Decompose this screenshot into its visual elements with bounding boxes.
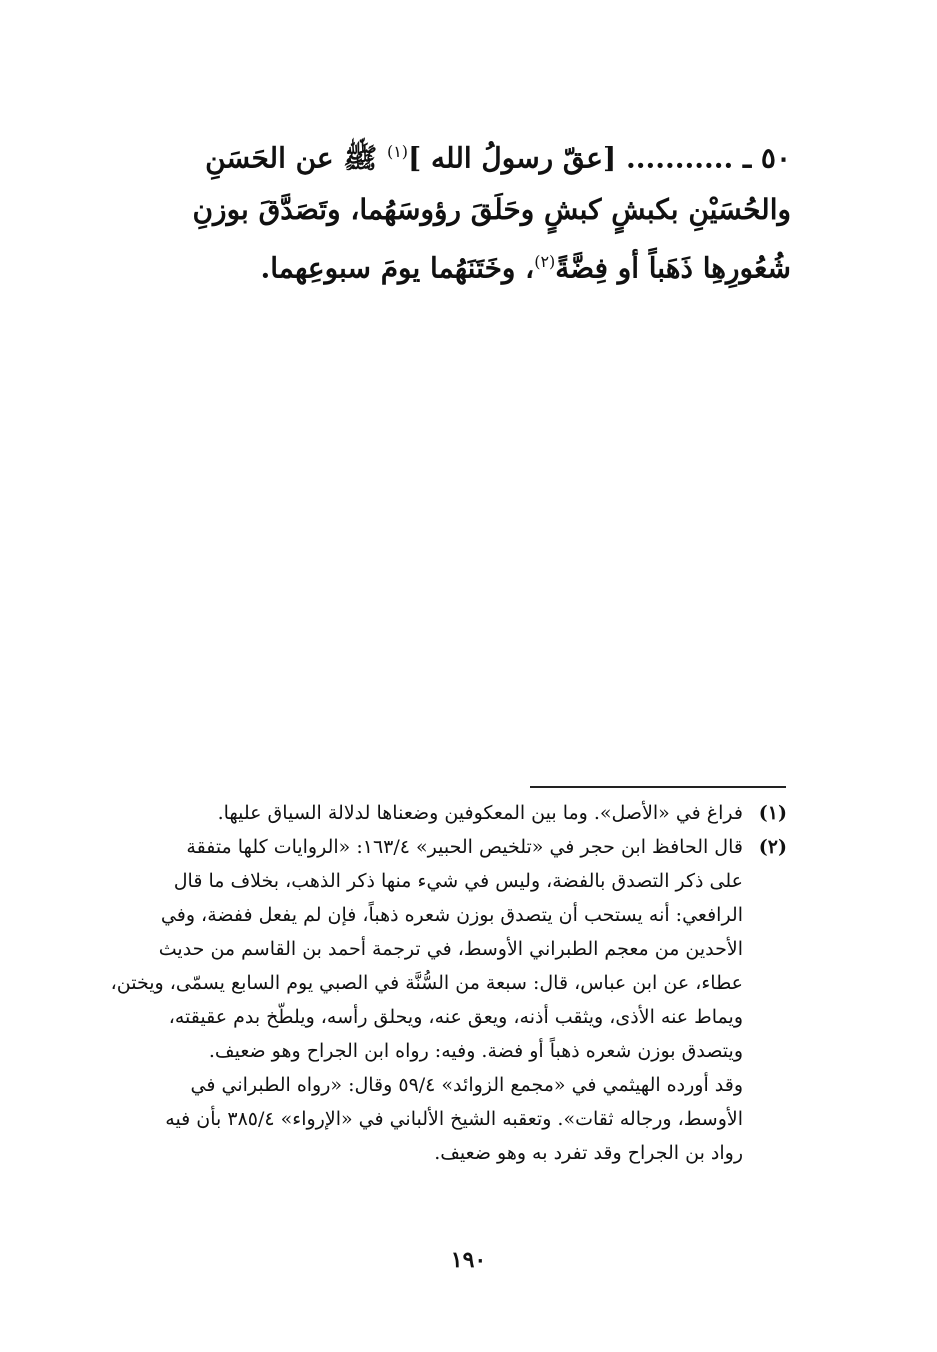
hadith-line-1-start: ........... [عقّ رسولُ الله ] — [408, 141, 734, 175]
footnote-2 — [110, 830, 787, 1068]
footnote-2-line: قال الحافظ ابن حجر في «تلخيص الحبير» ١٦٣/٤: «الروايات كلها متفقة — [186, 836, 743, 858]
footnote-2-line: عطاء، عن ابن عباس، قال: سبعة من السُّنَّة في الصبي يوم السابع يسمّى، ويختن، — [110, 972, 743, 994]
hadith-line-1-end: ﷺ عن الحَسَنِ — [205, 141, 378, 175]
footnote-1-line: فراغ في «الأصل». وما بين المعكوفين وضعناها لدلالة السياق عليها. — [217, 802, 743, 824]
footnote-1 — [147, 796, 787, 830]
footnotes — [110, 796, 787, 1170]
hadith-line-2: والحُسَيْنِ بكبشٍ كبشٍ وحَلَقَ رؤوسَهُما، وتَصَدَّقَ بوزنِ — [192, 193, 791, 227]
footnote-2-line: ويتصدق بوزن شعره ذهباً أو فضة. وفيه: رواه ابن الجراح وهو ضعيف. — [208, 1040, 743, 1062]
hadith-line-1 — [91, 126, 791, 184]
footnote-2-line: على ذكر التصدق بالفضة، وليس في شيء منها ذكر الذهب، بخلاف ما قال — [173, 870, 743, 892]
hadith-line-3-start: شُعُورِهِا ذَهَباً أو فِضَّةً — [555, 251, 791, 285]
hadith-block — [91, 126, 791, 295]
hadith-line-3-end: ، وخَتَنَهُما يومَ سبوعِهما. — [260, 251, 535, 285]
footnote-2-cont-line: الأوسط، ورجاله ثقات». وتعقبه الشيخ الألباني في «الإرواء» ٣٨٥/٤ بأن فيه — [165, 1108, 743, 1130]
footnote-2-cont-line: وقد أورده الهيثمي في «مجمع الزوائد» ٥٩/٤ وقال: «رواه الطبراني في — [190, 1074, 743, 1096]
footnote-1-number: (١) — [758, 802, 787, 824]
hadith-line-3 — [91, 236, 791, 294]
footnote-2-cont-line: رواد بن الجراح وقد تفرد به وهو ضعيف. — [434, 1142, 743, 1164]
footnote-2-number: (٢) — [758, 836, 787, 858]
footnote-ref-1: (١) — [386, 142, 409, 161]
footnote-2-line: الأحدين من معجم الطبراني الأوسط، في ترجمة أحمد بن القاسم من حديث — [158, 938, 743, 960]
hadith-number: ٥٠ ـ — [742, 141, 791, 175]
footnote-separator — [530, 786, 786, 788]
footnote-2-continuation — [147, 1068, 787, 1170]
page-number: ١٩٠ — [450, 1247, 487, 1273]
footnote-2-line: الرافعي: أنه يستحب أن يتصدق بوزن شعره ذهباً، فإن لم يفعل ففضة، وفي — [160, 904, 743, 926]
footnote-ref-2: (٢) — [534, 252, 556, 272]
footnote-2-line: ويماط عنه الأذى، ويثقب أذنه، ويعق عنه، ويحلق رأسه، ويلطّخ بدم عقيقته، — [168, 1006, 743, 1028]
